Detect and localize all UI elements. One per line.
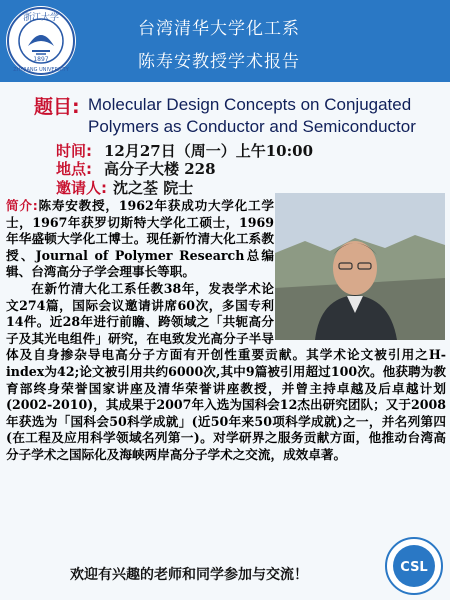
bio-paragraph-1: 陈寿安教授，1962年获成功大学化工学士，1967年获罗切斯特大学化工硕士，1969年华盛顿大学化工博士。现任新竹清大化工系教授、Journal of Polymer Research总编辑、台湾高分子学会理事长等职。 (6, 198, 274, 280)
welcome-message: 欢迎有兴趣的老师和同学参加与交流！ (70, 567, 308, 583)
csl-text: CSL (400, 560, 428, 575)
talk-title-label: 题目: (34, 96, 80, 118)
bio-lead-label: 简介: (6, 198, 38, 213)
talk-title: Molecular Design Concepts on Conjugated Polymers as Conductor and Semiconductor (88, 95, 416, 136)
logo-bottom-text: ZHEJIANG UNIVERSITY (13, 67, 69, 73)
university-logo (6, 6, 76, 76)
logo-top-text: 浙江大学 (22, 13, 60, 23)
host-value: 沈之荃 院士 (113, 179, 194, 197)
university-seal-icon (6, 6, 76, 76)
header-banner (0, 0, 450, 82)
header-report-title: 陈寿安教授学术报告 (138, 52, 300, 72)
place-value: 高分子大楼 228 (104, 160, 216, 178)
talk-host-row (56, 177, 193, 198)
time-label: 时间: (56, 142, 92, 160)
header-department: 台湾清华大学化工系 (138, 19, 300, 39)
place-label: 地点: (56, 160, 92, 178)
talk-place-row (56, 158, 216, 179)
logo-year: 1897 (33, 56, 49, 63)
csl-logo (384, 536, 444, 596)
time-value: 12月27日（周一）上午10:00 (104, 142, 314, 160)
csl-badge-icon (384, 536, 444, 596)
bio-paragraph-2: 在新竹清大化工系任教38年，发表学术论文274篇，国际会议邀请讲席60次，多国专利14件。近28年进行前瞻、跨领域之「共轭高分子及其光电组件」研究，在电致发光高分子半导体及自身掺杂导电高分子方面有开创性重要贡献。其学术论文被引用之H-index为42;论文被引用共约6000次,其中9篇被引用超过100次。他获聘为教育部终身荣誉国家讲座及清华荣誉讲座教授，并曾主持卓越及后卓越计划 (2002-2010)，其成果于2007年入选为国科会12杰出研究团队；又于2008年获选为「国科会50科学成就」(近50年来50项科学成就)之一，并名列第四(在工程及应用科学领域名列第一)。对学研界之服务贡献方面，他推动台湾高分子学术之国际化及海峡两岸高分子学术之交流，成效卓著。 (6, 280, 446, 462)
speaker-bio (6, 198, 446, 464)
host-label: 邀请人: (56, 179, 107, 197)
